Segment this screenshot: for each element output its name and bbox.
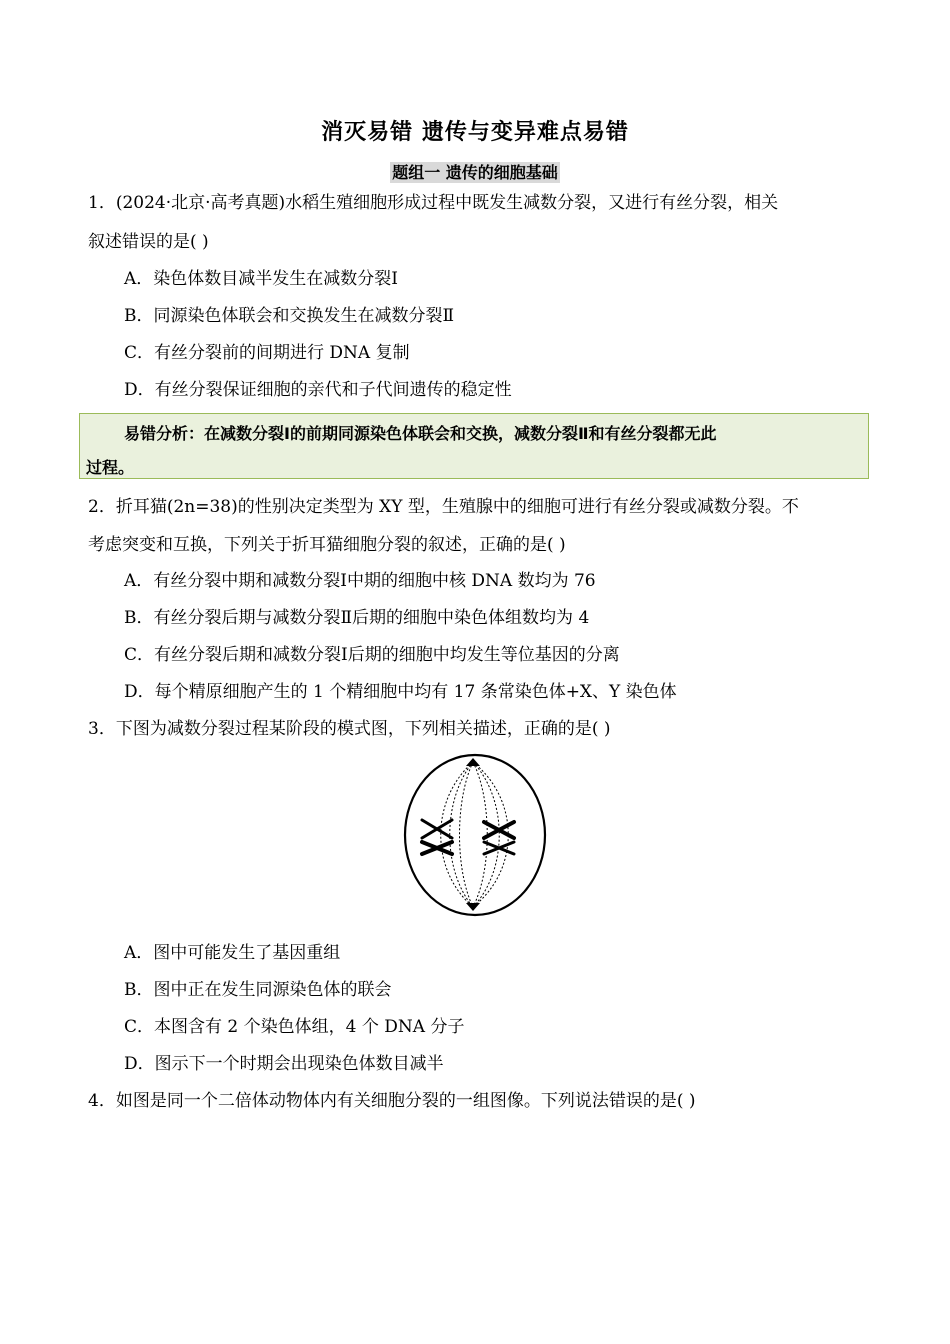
q2-option-c: C．有丝分裂后期和减数分裂Ⅰ后期的细胞中均发生等位基因的分离 (124, 645, 620, 665)
page-title: 消灭易错 遗传与变异难点易错 (321, 120, 629, 145)
q3-stem-line1: 3．下图为减数分裂过程某阶段的模式图，下列相关描述，正确的是( ) (88, 719, 611, 739)
q2-option-b: B．有丝分裂后期与减数分裂Ⅱ后期的细胞中染色体组数均为 4 (124, 608, 590, 628)
error-analysis-box (79, 413, 869, 479)
error-analysis-line2: 过程。 (86, 458, 135, 477)
q3-option-c: C．本图含有 2 个染色体组，4 个 DNA 分子 (124, 1017, 465, 1037)
q3-option-a: A．图中可能发生了基因重组 (124, 943, 341, 963)
q2-option-a: A．有丝分裂中期和减数分裂Ⅰ中期的细胞中核 DNA 数均为 76 (124, 571, 596, 591)
q1-option-a: A．染色体数目减半发生在减数分裂Ⅰ (124, 269, 398, 289)
section-heading (0, 160, 950, 183)
q2-option-d: D．每个精原细胞产生的 1 个精细胞中均有 17 条常染色体+X、Y 染色体 (124, 682, 677, 702)
meiosis-cell-diagram (400, 750, 550, 920)
q1-option-d: D．有丝分裂保证细胞的亲代和子代间遗传的稳定性 (124, 380, 512, 400)
q3-option-b: B．图中正在发生同源染色体的联会 (124, 980, 392, 1000)
q2-stem-line2: 考虑突变和互换，下列关于折耳猫细胞分裂的叙述，正确的是( ) (88, 535, 566, 555)
q2-stem-line1: 2．折耳猫(2n=38)的性别决定类型为 XY 型，生殖腺中的细胞可进行有丝分裂或减数分裂。不 (88, 497, 799, 517)
q1-stem-line2: 叙述错误的是( ) (88, 232, 209, 252)
error-analysis-line1: 易错分析：在减数分裂Ⅰ的前期同源染色体联会和交换，减数分裂Ⅱ和有丝分裂都无此 (124, 424, 717, 443)
section-heading-text: 题组一 遗传的细胞基础 (392, 163, 558, 182)
q1-option-c: C．有丝分裂前的间期进行 DNA 复制 (124, 343, 410, 363)
q3-option-d: D．图示下一个时期会出现染色体数目减半 (124, 1054, 444, 1074)
q1-stem-line1: 1．(2024·北京·高考真题)水稻生殖细胞形成过程中既发生减数分裂，又进行有丝分裂，相关 (88, 193, 779, 213)
q1-option-b: B．同源染色体联会和交换发生在减数分裂Ⅱ (124, 306, 455, 326)
q4-stem-line1: 4．如图是同一个二倍体动物体内有关细胞分裂的一组图像。下列说法错误的是( ) (88, 1091, 696, 1111)
